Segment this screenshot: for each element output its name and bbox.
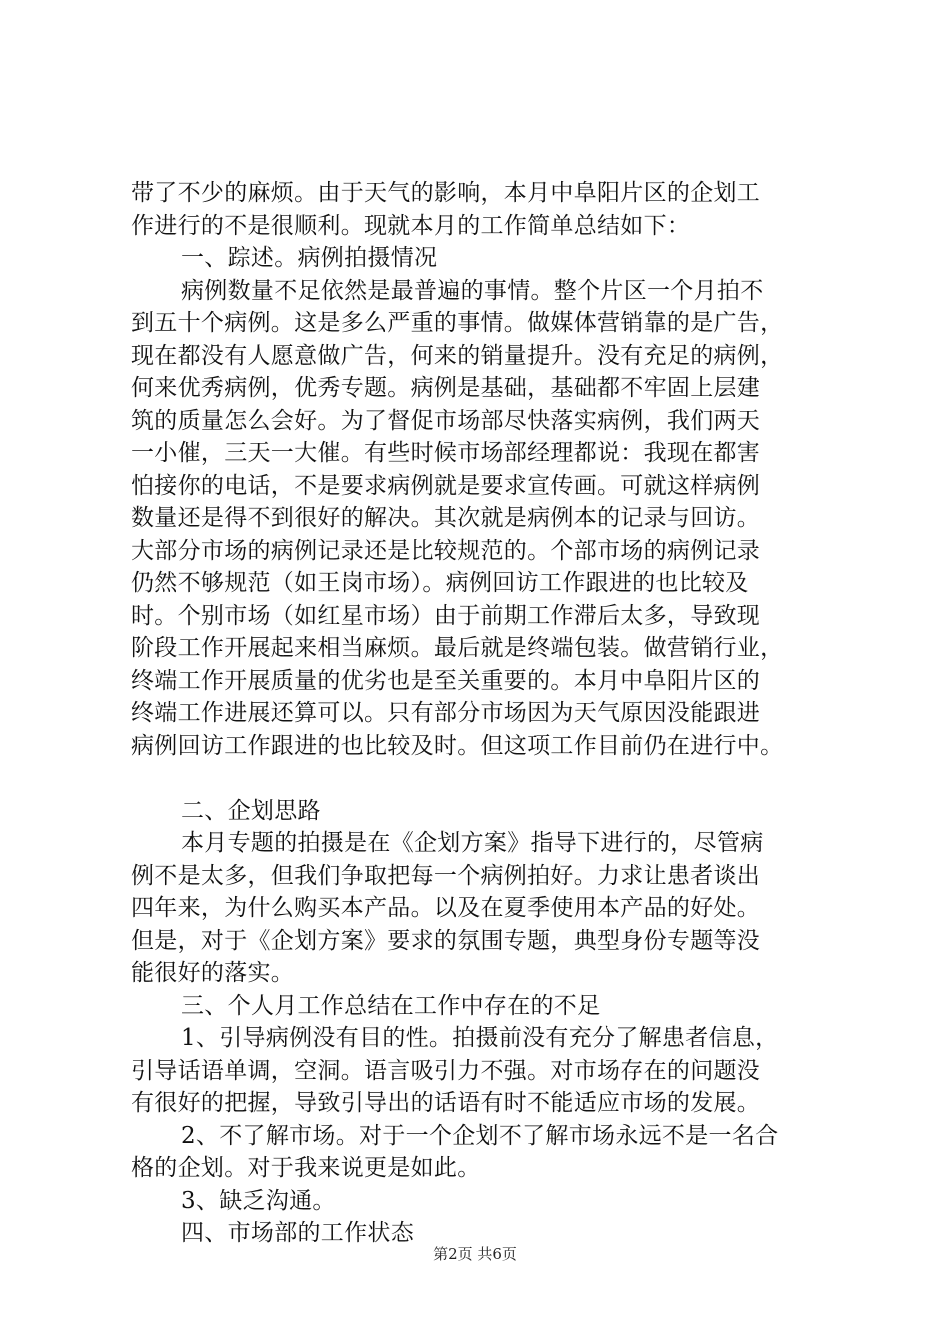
page-number-footer: 第2页 共6页 [433, 1245, 517, 1263]
list-item: 3、缺乏沟通。 [181, 1187, 336, 1214]
paragraph-line: 四年来，为什么购买本产品。以及在夏季使用本产品的好处。 [131, 895, 761, 921]
paragraph-line: 数量还是得不到很好的解决。其次就是病例本的记录与回访。 [131, 505, 761, 531]
paragraph-line: 怕接你的电话，不是要求病例就是要求宣传画。可就这样病例 [131, 472, 761, 499]
section-heading: 二、企划思路 [181, 797, 321, 824]
paragraph-line: 作进行的不是很顺利。现就本月的工作简单总结如下： [131, 212, 691, 239]
section-heading: 三、个人月工作总结在工作中存在的不足 [181, 992, 601, 1019]
paragraph-line: 筑的质量怎么会好。为了督促市场部尽快落实病例，我们两天 [131, 407, 761, 434]
paragraph-line: 时。个别市场（如红星市场）由于前期工作滞后太多，导致现 [131, 602, 761, 629]
paragraph-line: 能很好的落实。 [131, 960, 295, 986]
document-body [131, 177, 833, 1250]
paragraph-line: 阶段工作开展起来相当麻烦。最后就是终端包装。做营销行业， [131, 635, 784, 661]
paragraph-line: 终端工作开展质量的优劣也是至关重要的。本月中阜阳片区的 [131, 667, 761, 694]
paragraph-line: 到五十个病例。这是多么严重的事情。做媒体营销靠的是广告， [131, 310, 784, 336]
list-item: 2、不了解市场。对于一个企划不了解市场永远不是一名合 [181, 1122, 779, 1149]
blank-line [131, 762, 833, 795]
paragraph-line: 现在都没有人愿意做广告，何来的销量提升。没有充足的病例， [131, 342, 784, 369]
section-heading: 一、踪述。病例拍摄情况 [181, 245, 438, 271]
paragraph-line: 引导话语单调，空洞。语言吸引力不强。对市场存在的问题没 [131, 1057, 761, 1084]
paragraph-line: 病例回访工作跟进的也比较及时。但这项工作目前仍在进行中。 [131, 732, 784, 759]
paragraph-line: 终端工作进展还算可以。只有部分市场因为天气原因没能跟进 [131, 700, 761, 726]
paragraph-line: 本月专题的拍摄是在《企划方案》指导下进行的，尽管病 [181, 830, 764, 856]
list-item: 1、引导病例没有目的性。拍摄前没有充分了解患者信息， [181, 1025, 779, 1051]
section-heading: 四、市场部的工作状态 [181, 1220, 414, 1246]
paragraph-line: 有很好的把握，导致引导出的话语有时不能适应市场的发展。 [131, 1090, 761, 1116]
paragraph-line: 格的企划。对于我来说更是如此。 [131, 1155, 481, 1181]
paragraph-line: 例不是太多，但我们争取把每一个病例拍好。力求让患者谈出 [131, 862, 761, 889]
paragraph-line: 带了不少的麻烦。由于天气的影响，本月中阜阳片区的企划工 [131, 180, 761, 206]
paragraph-line: 何来优秀病例，优秀专题。病例是基础，基础都不牢固上层建 [131, 375, 761, 401]
paragraph-line: 仍然不够规范（如王岗市场）。病例回访工作跟进的也比较及 [131, 570, 749, 596]
paragraph-line: 但是，对于《企划方案》要求的氛围专题，典型身份专题等没 [131, 927, 761, 954]
paragraph-line: 大部分市场的病例记录还是比较规范的。个部市场的病例记录 [131, 537, 761, 564]
paragraph-line: 病例数量不足依然是最普遍的事情。整个片区一个月拍不 [181, 277, 764, 304]
paragraph-line: 一小催，三天一大催。有些时候市场部经理都说：我现在都害 [131, 440, 761, 466]
